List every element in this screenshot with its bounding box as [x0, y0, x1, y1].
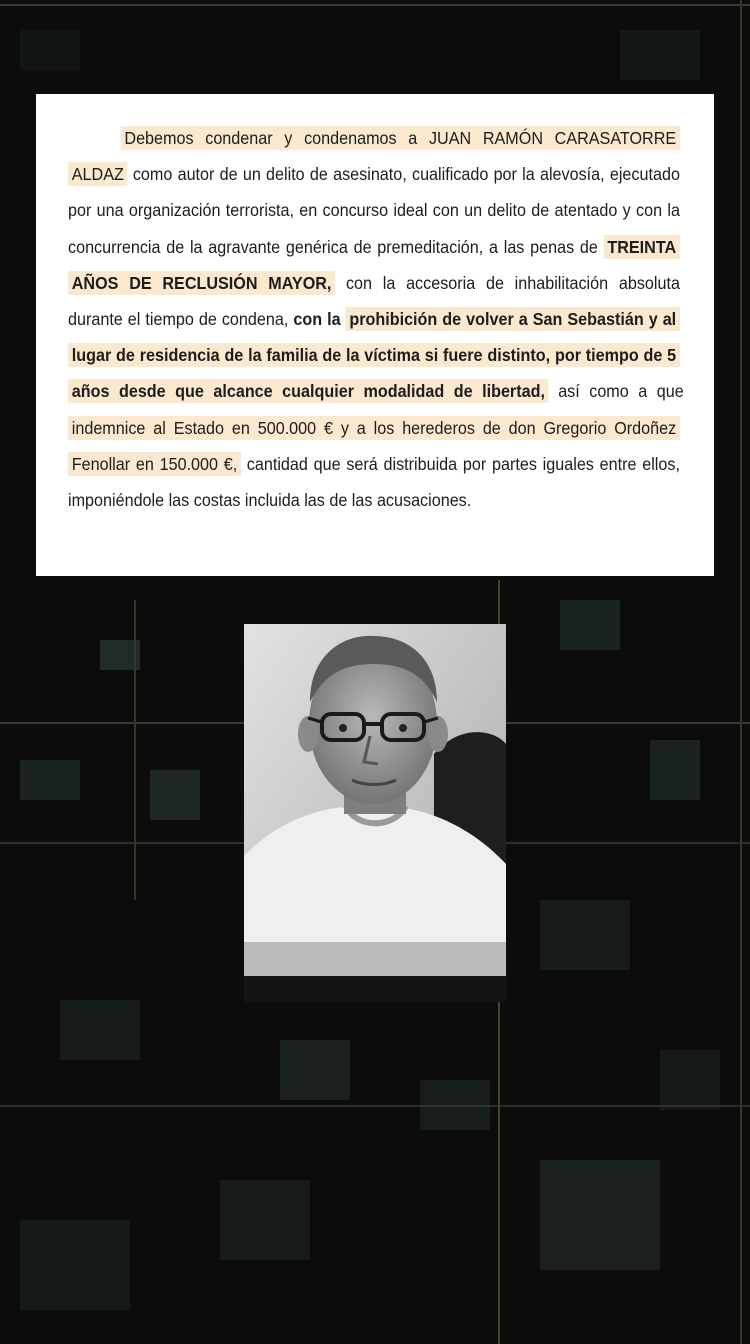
verdict-paragraph	[68, 120, 684, 518]
convicted-name-highlight: Debemos condenar y condenamos a JUAN RAMÓN CARASATORRE ALDAZ	[68, 126, 680, 186]
verdict-text: cantidad que será distribuida por partes iguales entre ellos, imponiéndole las costas incluida las de las acusaciones.	[68, 453, 680, 511]
prohibition-highlight: prohibición de volver a San Sebastián y al lugar de residencia de la familia de la víctima si fuere distinto, por tiempo de 5 años desde que alcance cualquier modalidad de libertad,	[68, 307, 680, 403]
verdict-text: así como a que	[548, 381, 684, 402]
verdict-text: como autor de un delito de asesinato, cualificado por la alevosía, ejecutado por una organización terrorista, en concurso ideal con un delito de atentado y con la concurrencia de la agravante genérica de premeditación, a las penas de	[68, 164, 680, 257]
sentence-document	[36, 94, 714, 576]
verdict-text: con la accesoria de inhabilitación absoluta durante el tiempo de condena,	[68, 272, 680, 330]
portrait-photo	[244, 624, 506, 1002]
verdict-bold-text: con la	[293, 309, 346, 330]
indemnity-highlight: indemnice al Estado en 500.000 € y a los herederos de don Gregorio Ordoñez Fenollar en 150.000 €,	[68, 416, 680, 476]
penalty-highlight: TREINTA AÑOS DE RECLUSIÓN MAYOR,	[68, 235, 680, 295]
